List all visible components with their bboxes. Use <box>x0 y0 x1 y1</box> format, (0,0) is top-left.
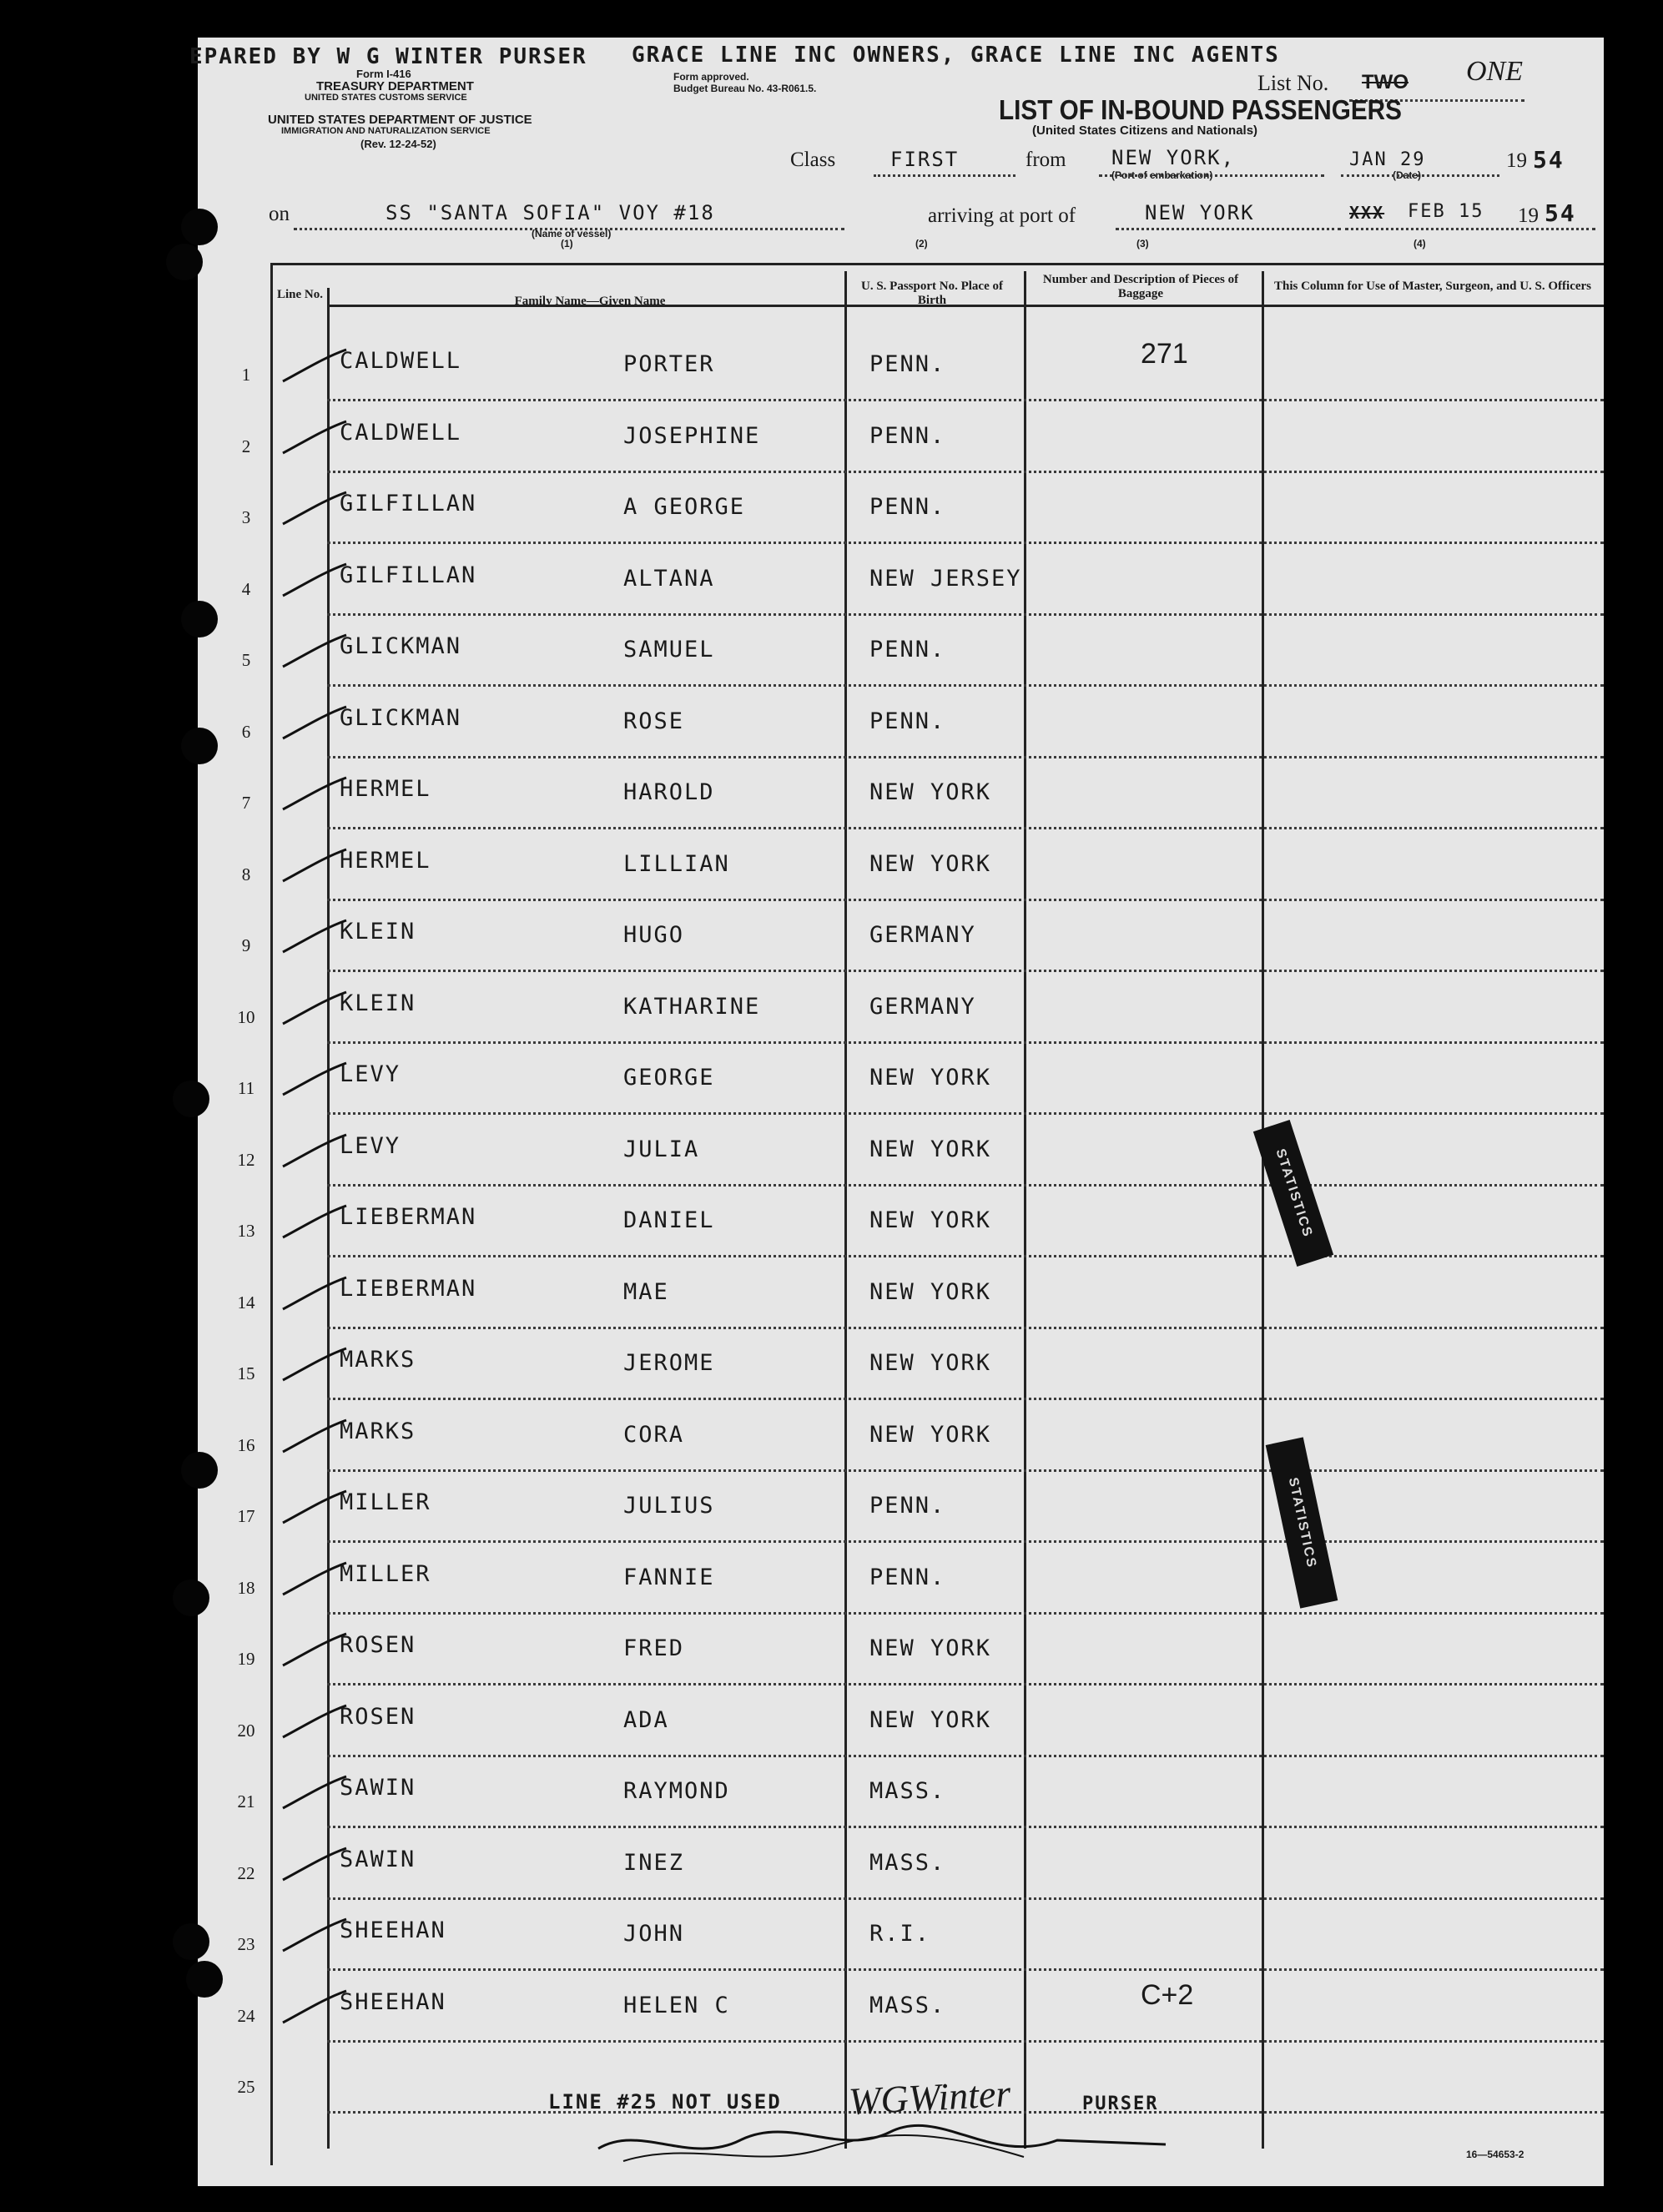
family-name: MARKS <box>340 1347 416 1373</box>
family-name: ROSEN <box>340 1703 416 1730</box>
given-name: ROSE <box>623 708 685 734</box>
arrival-year-printed: 19 <box>1518 204 1539 227</box>
caption-1: (1) <box>561 238 573 249</box>
line-number: 8 <box>241 864 251 884</box>
caption-2: (2) <box>915 238 928 249</box>
place-of-birth: MASS. <box>869 1778 946 1804</box>
line-number: 21 <box>237 1791 255 1811</box>
officer-note: 271 <box>1141 338 1188 370</box>
given-name: HELEN C <box>623 1992 730 2018</box>
family-name: LIEBERMAN <box>340 1204 477 1230</box>
table-row <box>198 1186 1604 1257</box>
check-mark <box>281 561 348 597</box>
owners-agents: GRACE LINE INC OWNERS, GRACE LINE INC AGENTS <box>632 43 1280 68</box>
family-name: MARKS <box>340 1418 416 1444</box>
family-name: GILFILLAN <box>340 491 477 516</box>
check-mark <box>281 1773 348 1810</box>
place-of-birth: PENN. <box>869 708 946 734</box>
table-row <box>198 1471 1604 1543</box>
line-number: 7 <box>241 793 251 813</box>
from-label: from <box>1026 149 1066 171</box>
given-name: JOSEPHINE <box>623 422 761 449</box>
table-row <box>198 972 1604 1044</box>
table-row <box>198 1328 1604 1400</box>
line-number: 17 <box>237 1506 255 1526</box>
arrival-port-line <box>1116 228 1341 230</box>
table-row <box>198 472 1604 544</box>
given-name: A GEORGE <box>623 494 746 520</box>
check-mark <box>281 489 348 526</box>
place-of-birth: MASS. <box>869 1849 946 1876</box>
list-no-label: List No. <box>1257 71 1329 95</box>
table-row <box>198 615 1604 687</box>
table-row <box>198 1614 1604 1685</box>
family-name: CALDWELL <box>340 419 462 446</box>
line-number: 4 <box>241 578 251 599</box>
family-name: LEVY <box>340 1132 401 1159</box>
table-row <box>198 1115 1604 1187</box>
given-name: FRED <box>623 1635 685 1661</box>
treasury-dept: TREASURY DEPARTMENT <box>316 79 474 93</box>
officer-note: C+2 <box>1141 1978 1194 2011</box>
place-of-birth: GERMANY <box>869 922 976 948</box>
line-number: 10 <box>237 1006 255 1027</box>
family-name: KLEIN <box>340 919 416 945</box>
table-row <box>198 401 1604 473</box>
check-mark <box>281 1131 348 1168</box>
given-name: SAMUEL <box>623 637 715 663</box>
given-name: MAE <box>623 1278 669 1305</box>
table-row <box>198 1828 1604 1900</box>
place-of-birth: PENN. <box>869 494 946 520</box>
arrival-port: NEW YORK <box>1145 201 1255 224</box>
table-row <box>198 1043 1604 1115</box>
class-value: FIRST <box>890 148 960 171</box>
table-row <box>198 1756 1604 1828</box>
prepared-by: EPARED BY W G WINTER PURSER <box>189 44 587 69</box>
table-top-rule <box>270 263 1604 265</box>
vessel-caption: (Name of vessel) <box>532 228 612 239</box>
check-mark <box>281 1060 348 1096</box>
class-label: Class <box>790 149 836 171</box>
col-header-passport: U. S. Passport No. Place of Birth <box>861 280 1003 307</box>
table-row <box>198 687 1604 758</box>
check-mark <box>281 774 348 811</box>
check-mark <box>281 1274 348 1311</box>
purser-label: PURSER <box>1082 2094 1159 2114</box>
place-of-birth: NEW YORK <box>869 779 992 805</box>
arrival-date-line <box>1345 228 1595 230</box>
purser-signature: WGWinter <box>847 2071 1012 2124</box>
list-no-value: ONE <box>1466 56 1523 87</box>
family-name: HERMEL <box>340 776 431 802</box>
place-of-birth: R.I. <box>869 1921 931 1947</box>
line-number: 9 <box>241 935 251 955</box>
line-number: 19 <box>237 1649 255 1669</box>
given-name: JEROME <box>623 1350 715 1376</box>
line-number: 15 <box>237 1363 255 1383</box>
revision: (Rev. 12-24-52) <box>360 138 436 150</box>
col-header-name: Family Name—Given Name <box>514 295 666 308</box>
place-of-birth: NEW YORK <box>869 1350 992 1376</box>
customs-service: UNITED STATES CUSTOMS SERVICE <box>305 93 467 103</box>
given-name: INEZ <box>623 1849 685 1876</box>
line-number: 24 <box>237 2005 255 2026</box>
family-name: ROSEN <box>340 1632 416 1658</box>
line-number: 12 <box>237 1149 255 1170</box>
given-name: DANIEL <box>623 1207 715 1233</box>
table-row <box>198 1685 1604 1757</box>
check-mark <box>281 846 348 883</box>
family-name: SAWIN <box>340 1775 416 1801</box>
on-label: on <box>269 203 290 225</box>
departure-date: JAN 29 <box>1349 149 1426 170</box>
year-written: 54 <box>1533 146 1565 174</box>
line-number: 1 <box>241 365 251 385</box>
manifest-page <box>189 38 1604 2186</box>
given-name: JULIA <box>623 1136 700 1162</box>
given-name: ALTANA <box>623 565 715 592</box>
table-row <box>198 1257 1604 1329</box>
given-name: KATHARINE <box>623 993 761 1020</box>
arrival-year-written: 54 <box>1545 199 1576 227</box>
caption-4: (4) <box>1414 238 1426 249</box>
place-of-birth: NEW YORK <box>869 1136 992 1162</box>
check-mark <box>281 1988 348 2024</box>
check-mark <box>281 917 348 954</box>
ins-service: IMMIGRATION AND NATURALIZATION SERVICE <box>281 126 491 136</box>
check-mark <box>281 1559 348 1596</box>
family-name: SAWIN <box>340 1846 416 1872</box>
statistics-stamp: STATISTICS <box>1266 1437 1338 1608</box>
table-row <box>198 330 1604 401</box>
place-of-birth: NEW YORK <box>869 1065 992 1091</box>
family-name: GLICKMAN <box>340 633 462 659</box>
place-of-birth: NEW YORK <box>869 1207 992 1233</box>
place-of-birth: NEW YORK <box>869 850 992 877</box>
place-of-birth: NEW YORK <box>869 1635 992 1661</box>
port-embarkation-caption: (Port of embarkation) <box>1111 169 1213 181</box>
caption-3: (3) <box>1136 238 1149 249</box>
check-mark <box>281 1916 348 1953</box>
check-mark <box>281 1345 348 1382</box>
line-number: 16 <box>237 1434 255 1455</box>
table-row <box>198 1899 1604 1971</box>
line-number: 3 <box>241 507 251 527</box>
check-mark <box>281 1630 348 1667</box>
check-mark <box>281 418 348 455</box>
place-of-birth: PENN. <box>869 351 946 377</box>
line-number: 11 <box>237 1078 255 1098</box>
line-number: 22 <box>237 1862 255 1883</box>
family-name: MILLER <box>340 1489 431 1515</box>
place-of-birth: NEW YORK <box>869 1421 992 1448</box>
given-name: ADA <box>623 1706 669 1733</box>
punch-hole <box>166 244 203 280</box>
given-name: HUGO <box>623 922 685 948</box>
check-mark <box>281 1417 348 1454</box>
from-value: NEW YORK, <box>1111 146 1236 169</box>
place-of-birth: PENN. <box>869 422 946 449</box>
form-approved: Form approved. <box>673 71 749 83</box>
place-of-birth: NEW JERSEY <box>869 565 1022 592</box>
given-name: CORA <box>623 1421 685 1448</box>
check-mark <box>281 1845 348 1882</box>
family-name: SHEEHAN <box>340 1988 446 2015</box>
given-name: FANNIE <box>623 1564 715 1590</box>
given-name: JOHN <box>623 1921 685 1947</box>
given-name: RAYMOND <box>623 1778 730 1804</box>
check-mark <box>281 1702 348 1739</box>
family-name: CALDWELL <box>340 348 462 374</box>
table-row <box>198 1971 1604 2043</box>
year-printed: 19 <box>1506 149 1527 172</box>
date-line <box>1341 174 1499 177</box>
table-row <box>198 900 1604 972</box>
place-of-birth: NEW YORK <box>869 1278 992 1305</box>
family-name: KLEIN <box>340 990 416 1016</box>
signature-scribble <box>590 2115 1174 2174</box>
family-name: GLICKMAN <box>340 704 462 731</box>
given-name: GEORGE <box>623 1065 715 1091</box>
statistics-stamp: STATISTICS <box>1253 1120 1333 1267</box>
given-name: LILLIAN <box>623 850 730 877</box>
family-name: HERMEL <box>340 847 431 874</box>
line-number: 5 <box>241 650 251 670</box>
col-header-line-no: Line No. <box>277 288 324 301</box>
col-header-baggage: Number and Description of Pieces of Baggage <box>1042 273 1239 300</box>
family-name: LEVY <box>340 1061 401 1087</box>
family-name: MILLER <box>340 1560 431 1587</box>
family-name: GILFILLAN <box>340 562 477 588</box>
class-line <box>874 174 1015 177</box>
line-number: 20 <box>237 1720 255 1741</box>
place-of-birth: PENN. <box>869 637 946 663</box>
check-mark <box>281 1488 348 1524</box>
family-name: SHEEHAN <box>340 1917 446 1943</box>
table-row <box>198 758 1604 829</box>
table-row <box>198 1400 1604 1472</box>
form-code: 16—54653-2 <box>1466 2149 1524 2160</box>
vessel-line <box>294 228 844 230</box>
from-line <box>1099 174 1324 177</box>
check-mark <box>281 989 348 1025</box>
place-of-birth: PENN. <box>869 1493 946 1519</box>
line-number: 18 <box>237 1577 255 1598</box>
check-mark <box>281 632 348 668</box>
check-mark <box>281 703 348 740</box>
place-of-birth: PENN. <box>869 1564 946 1590</box>
line-number: 14 <box>237 1292 255 1313</box>
line-number: 25 <box>237 2077 255 2097</box>
vessel-name: SS "SANTA SOFIA" VOY #18 <box>386 201 715 224</box>
line-number: 13 <box>237 1221 255 1241</box>
given-name: PORTER <box>623 351 715 377</box>
arriving-label: arriving at port of <box>928 204 1076 227</box>
form-subtitle: (United States Citizens and Nationals) <box>1032 123 1258 138</box>
arrival-date: FEB 15 <box>1408 201 1484 222</box>
form-number: Form I-416 <box>356 68 411 80</box>
col-header-officers: This Column for Use of Master, Surgeon, and U. S. Officers <box>1274 280 1592 293</box>
table-row <box>198 1543 1604 1615</box>
place-of-birth: GERMANY <box>869 993 976 1020</box>
place-of-birth: MASS. <box>869 1992 946 2018</box>
family-name: LIEBERMAN <box>340 1275 477 1302</box>
line-number: 2 <box>241 436 251 456</box>
line-number: 23 <box>237 1934 255 1954</box>
table-row <box>198 544 1604 616</box>
place-of-birth: NEW YORK <box>869 1706 992 1733</box>
arrival-struck: XXX <box>1349 203 1385 223</box>
given-name: HAROLD <box>623 779 715 805</box>
given-name: JULIUS <box>623 1493 715 1519</box>
table-row <box>198 829 1604 901</box>
check-mark <box>281 346 348 383</box>
list-no-struck: TWO <box>1362 71 1409 93</box>
line-25-note: LINE #25 NOT USED <box>548 2090 782 2114</box>
form-title: LIST OF IN-BOUND PASSENGERS <box>999 94 1402 125</box>
justice-dept: UNITED STATES DEPARTMENT OF JUSTICE <box>268 113 532 127</box>
date-caption: (Date) <box>1393 169 1422 181</box>
punch-hole <box>181 209 218 245</box>
budget-bureau: Budget Bureau No. 43-R061.5. <box>673 83 817 94</box>
check-mark <box>281 1202 348 1239</box>
line-number: 6 <box>241 721 251 742</box>
